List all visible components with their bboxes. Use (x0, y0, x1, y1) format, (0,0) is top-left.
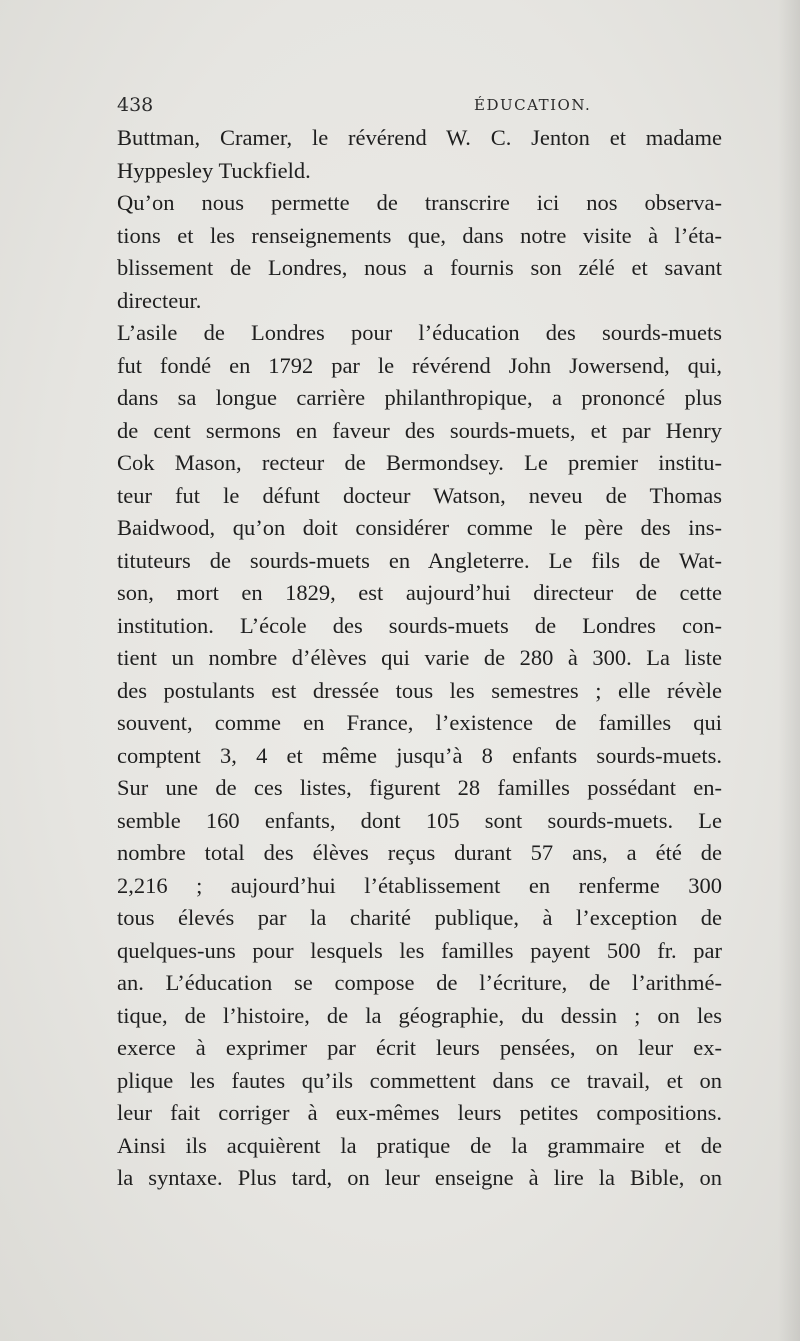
page-edge-shadow (778, 0, 800, 1341)
text-line: directeur. (117, 287, 202, 313)
text-line: son, mort en 1829, est aujourd’hui directeur de cette (117, 580, 722, 605)
text-line: plique les fautes qu’ils commettent dans ce travail, et on (117, 1067, 722, 1093)
text-line: Qu’on nous permette de transcrire ici nos observa- (117, 190, 722, 215)
text-line: tituteurs de sourds-muets en Angleterre. Le fils de Wat- (117, 547, 722, 573)
page-number: 438 (117, 94, 154, 116)
text-line: tient un nombre d’élèves qui varie de 280 à 300. La liste (117, 645, 722, 670)
text-line: nombre total des élèves reçus durant 57 ans, a été de (117, 840, 722, 865)
text-line: souvent, comme en France, l’existence de familles qui (117, 710, 722, 735)
text-line: Cok Mason, recteur de Bermondsey. Le premier institu- (117, 450, 722, 475)
text-line: an. L’éducation se compose de l’écriture, de l’arithmé- (117, 970, 722, 995)
text-line: institution. L’école des sourds-muets de Londres con- (117, 612, 722, 638)
text-line: dans sa longue carrière philanthropique, a prononcé plus (117, 385, 722, 410)
text-line: leur fait corriger à eux-mêmes leurs petites compositions. (117, 1100, 722, 1125)
text-line: L’asile de Londres pour l’éducation des sourds-muets (117, 320, 722, 345)
text-line: Baidwood, qu’on doit considérer comme le père des ins- (117, 515, 722, 540)
text-line: quelques-uns pour lesquels les familles payent 500 fr. par (117, 937, 722, 963)
running-head: ÉDUCATION. (474, 96, 592, 114)
text-line: Ainsi ils acquièrent la pratique de la grammaire et de (117, 1132, 722, 1158)
text-line: de cent sermons en faveur des sourds-muets, et par Henry (117, 417, 722, 443)
text-line: teur fut le défunt docteur Watson, neveu de Thomas (117, 482, 722, 508)
text-line: Buttman, Cramer, le révérend W. C. Jenton et madame (117, 125, 722, 150)
body-text (117, 122, 722, 1195)
page-header (117, 94, 722, 118)
text-line: comptent 3, 4 et même jusqu’à 8 enfants sourds-muets. (117, 742, 722, 768)
text-line: exerce à exprimer par écrit leurs pensées, on leur ex- (117, 1035, 722, 1060)
text-line: des postulants est dressée tous les semestres ; elle révèle (117, 677, 722, 703)
text-line: tique, de l’histoire, de la géographie, du dessin ; on les (117, 1002, 722, 1028)
text-line: Hyppesley Tuckfield. (117, 157, 311, 183)
text-line: Sur une de ces listes, figurent 28 familles possédant en- (117, 775, 722, 800)
text-line: blissement de Londres, nous a fournis son zélé et savant (117, 255, 722, 280)
text-line: tous élevés par la charité publique, à l’exception de (117, 905, 722, 930)
text-line: fut fondé en 1792 par le révérend John Jowersend, qui, (117, 352, 722, 378)
text-line: semble 160 enfants, dont 105 sont sourds-muets. Le (117, 807, 722, 833)
text-line: la syntaxe. Plus tard, on leur enseigne à lire la Bible, on (117, 1165, 722, 1190)
text-line: tions et les renseignements que, dans notre visite à l’éta- (117, 222, 722, 248)
text-line: 2,216 ; aujourd’hui l’établissement en renferme 300 (117, 872, 722, 898)
